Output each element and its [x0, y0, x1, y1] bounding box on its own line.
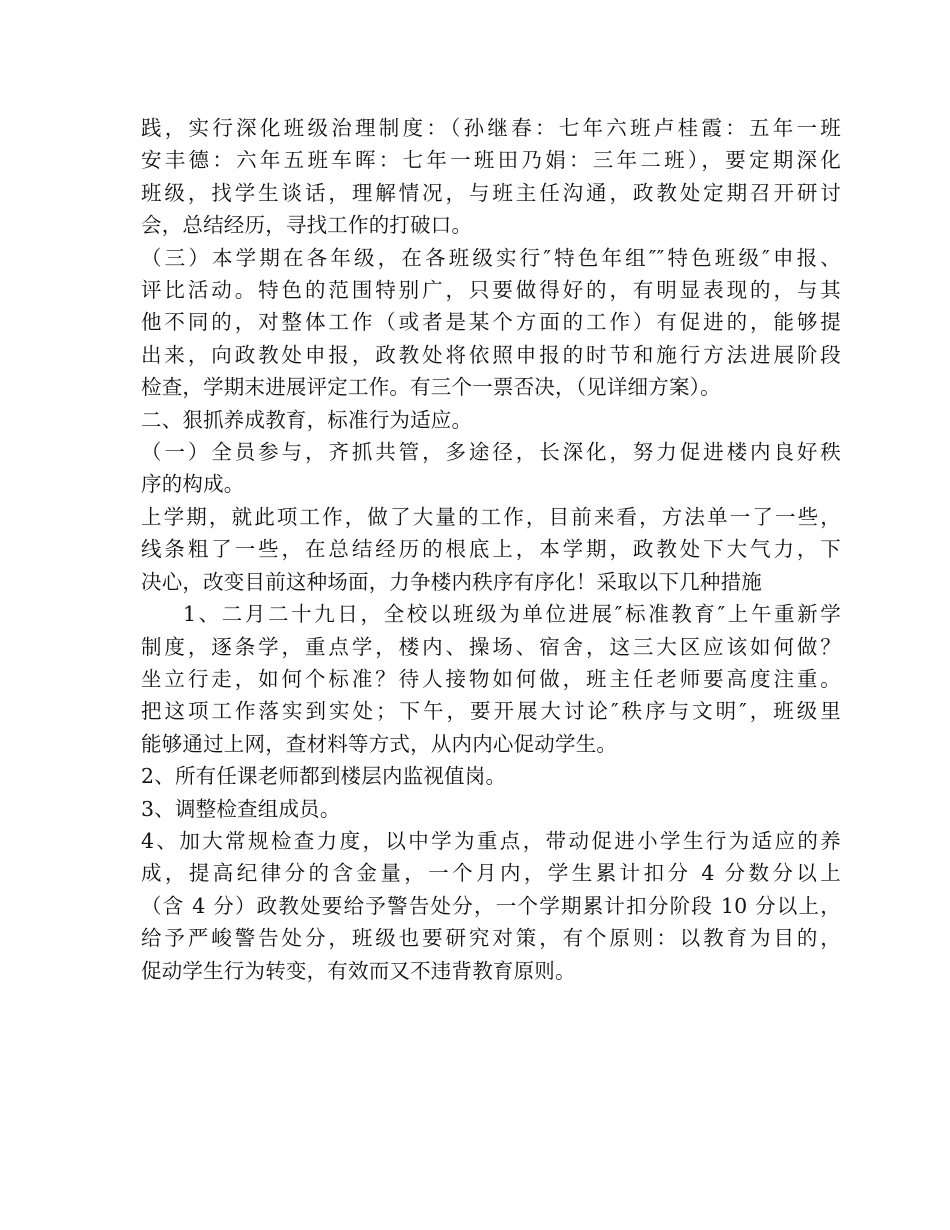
- text-line: 能够通过上网，查材料等方式，从内内心促动学生。: [141, 731, 618, 756]
- paragraph-measure-two: [141, 760, 841, 792]
- text-line: 3、调整检查组成员。: [141, 796, 341, 821]
- text-line: 班级，找学生谈话，理解情况，与班主任沟通，政教处定期召开研讨: [141, 180, 841, 205]
- text-line: 序的构成。: [141, 472, 245, 497]
- paragraph-class-management: [141, 112, 841, 242]
- text-line: 上学期，就此项工作，做了大量的工作，目前来看，方法单一了一些，: [141, 504, 841, 529]
- text-line: 决心，改变目前这种场面，力争楼内秩序有序化！采取以下几种措施: [141, 569, 762, 594]
- text-line: 出来，向政教处申报，政教处将依照申报的时节和施行方法进展阶段: [141, 342, 841, 367]
- text-line: 制度，逐条学，重点学，楼内、操场、宿舍，这三大区应该如何做？: [141, 634, 841, 659]
- text-line: （一）全员参与，齐抓共管，多途径，长深化，努力促进楼内良好秩: [141, 440, 841, 465]
- text-line: （含 4 分）政教处要给予警告处分，一个学期累计扣分阶段 10 分以上，: [141, 893, 841, 918]
- paragraph-section-three: [141, 242, 841, 404]
- text-line: 践，实行深化班级治理制度：（孙继春：七年六班卢桂霞：五年一班: [141, 116, 841, 140]
- text-line: 2、所有任课老师都到楼层内监视值岗。: [141, 764, 507, 789]
- paragraph-last-semester: [141, 501, 841, 598]
- text-line: 线条粗了一些，在总结经历的根底上，本学期，政教处下大气力，下: [141, 537, 841, 562]
- document-body: [141, 112, 841, 987]
- text-line: 把这项工作落实到实处；下午，要开展大讨论″秩序与文明″，班级里: [141, 699, 841, 724]
- text-line: 1、二月二十九日，全校以班级为单位进展″标准教育″上午重新学: [183, 602, 841, 627]
- text-line: 安丰德：六年五班车晖：七年一班田乃娟：三年二班），要定期深化: [141, 148, 841, 173]
- text-line: 他不同的，对整体工作（或者是某个方面的工作）有促进的，能够提: [141, 310, 841, 335]
- text-line: 4、加大常规检查力度，以中学为重点，带动促进小学生行为适应的养: [141, 828, 841, 853]
- text-line: 促动学生行为转变，有效而又不违背教育原则。: [141, 958, 576, 983]
- paragraph-measure-three: [141, 793, 841, 825]
- text-line: （三）本学期在各年级，在各班级实行″特色年组″″特色班级″申报、: [141, 245, 841, 270]
- text-line: 给予严峻警告处分，班级也要研究对策，有个原则：以教育为目的，: [141, 926, 841, 951]
- text-line: 评比活动。特色的范围特别广，只要做得好的，有明显表现的，与其: [141, 278, 841, 303]
- section-heading-two: [141, 404, 841, 436]
- text-line: 会，总结经历，寻找工作的打破口。: [141, 213, 473, 238]
- paragraph-measure-one: [141, 598, 841, 760]
- paragraph-subsection-one: [141, 436, 841, 501]
- text-line: 检查，学期末进展评定工作。有三个一票否决，（见详细方案）。: [141, 375, 721, 400]
- text-line: 成，提高纪律分的含金量，一个月内，学生累计扣分 4 分数分以上: [141, 861, 841, 886]
- text-line: 坐立行走，如何个标准？待人接物如何做，班主任老师要高度注重。: [141, 666, 841, 691]
- text-line: 二、狠抓养成教育，标准行为适应。: [141, 407, 473, 432]
- paragraph-measure-four: [141, 825, 841, 987]
